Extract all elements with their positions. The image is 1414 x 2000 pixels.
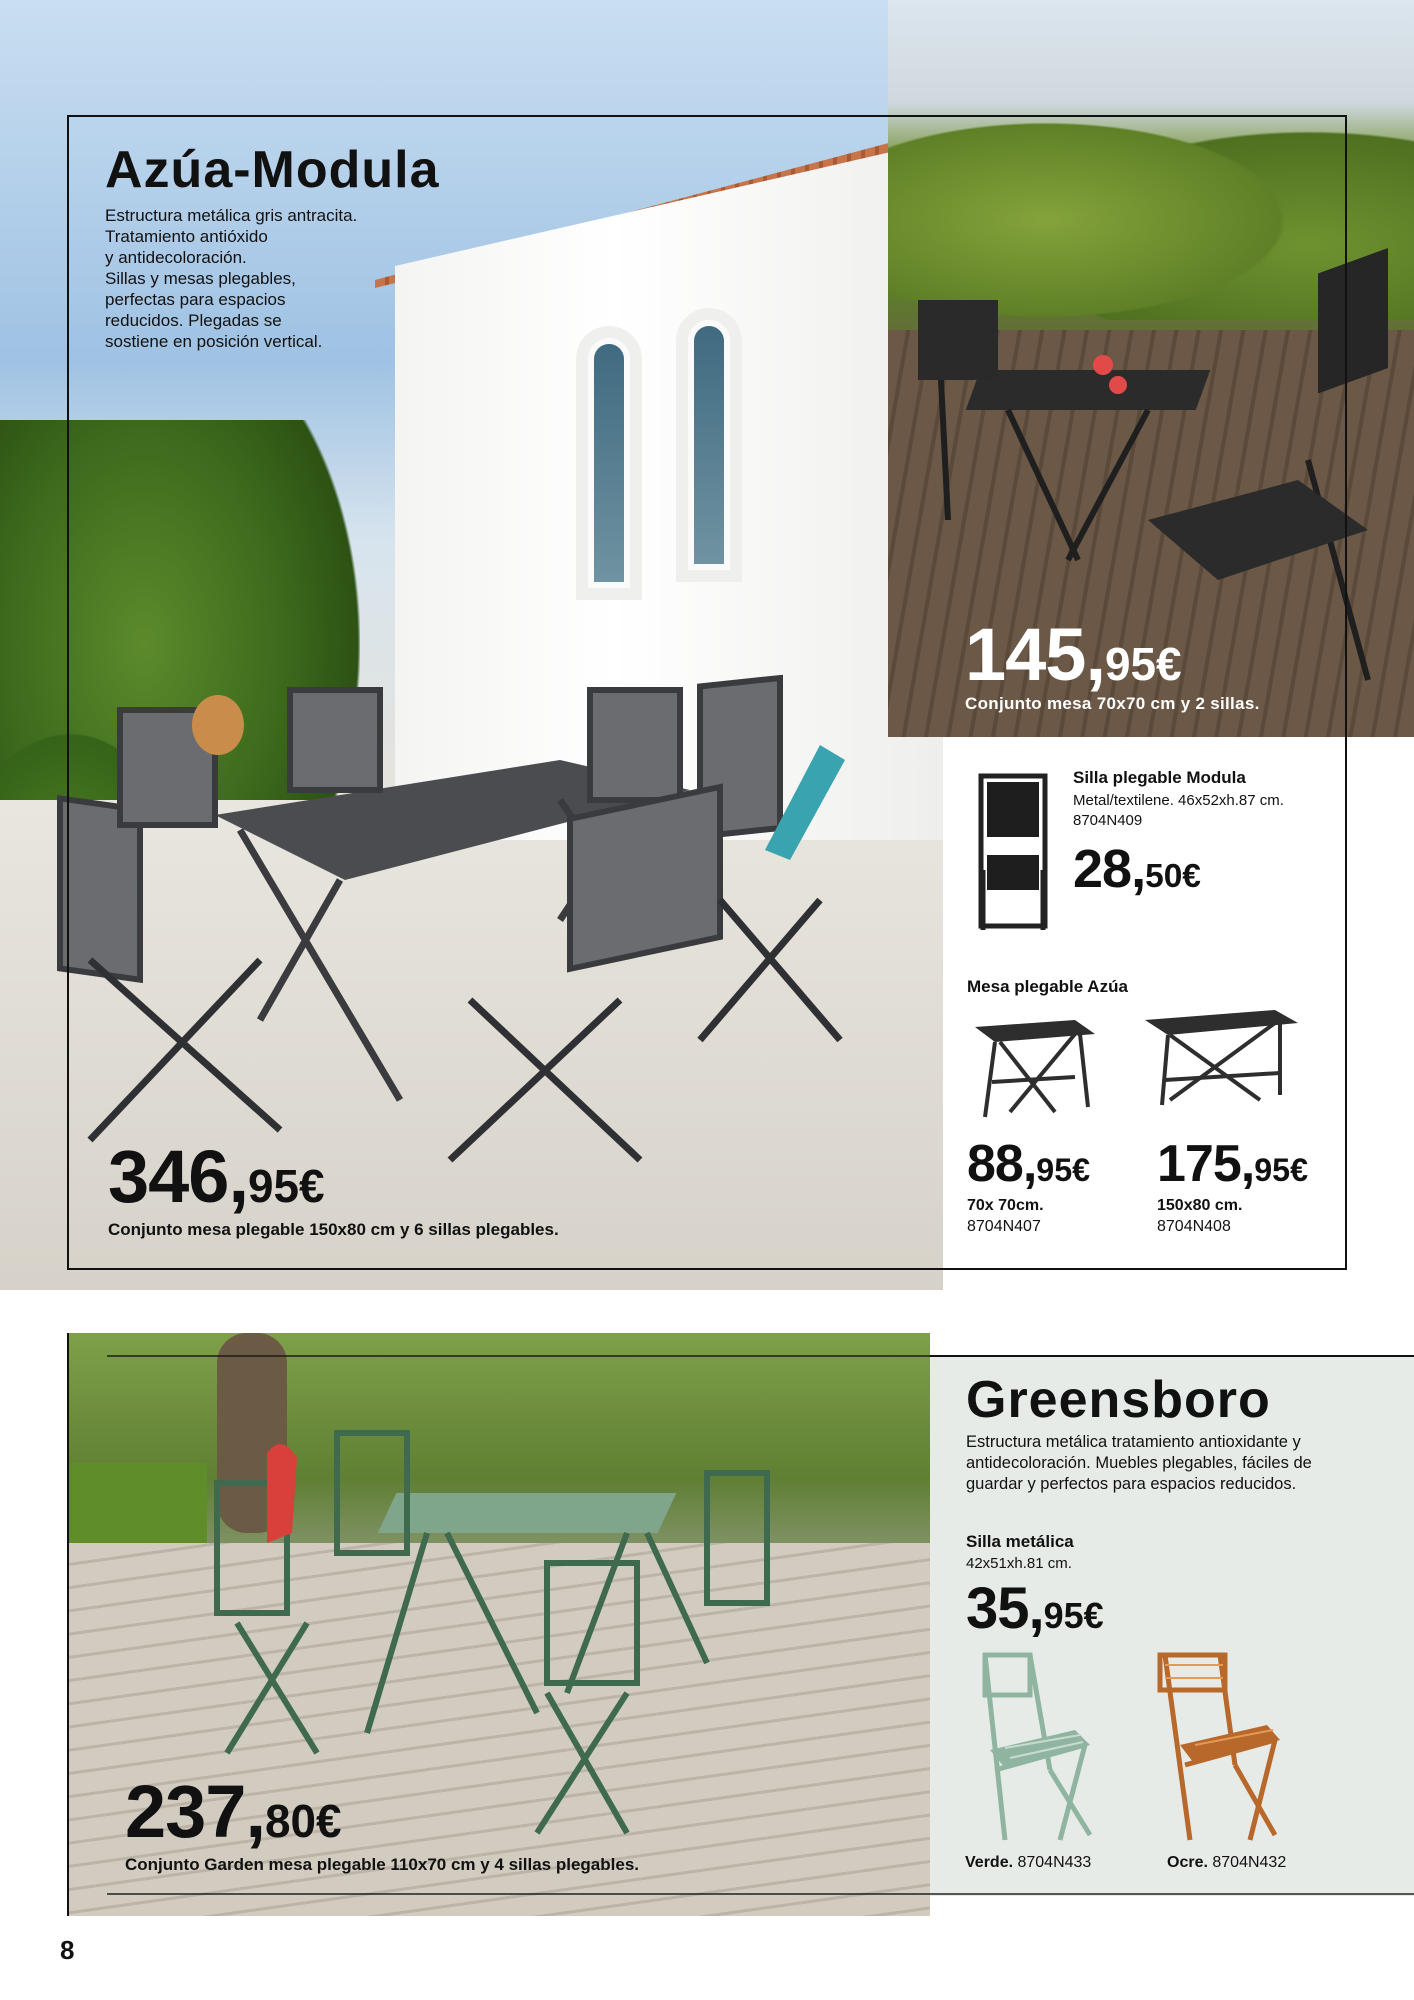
green-chair-image bbox=[965, 1650, 1100, 1845]
azua-table-small-size: 70x 70cm. bbox=[967, 1197, 1044, 1214]
azua-table-small-ref: 8704N407 bbox=[967, 1218, 1041, 1235]
price-integer: 35, bbox=[966, 1576, 1044, 1641]
page-number: 8 bbox=[60, 1935, 75, 1965]
metal-chair-price bbox=[966, 1576, 1104, 1641]
metal-chair-title: Silla metálica bbox=[966, 1532, 1074, 1551]
price-decimal: 95€ bbox=[1105, 638, 1182, 690]
azua-table-large-image bbox=[1140, 1005, 1300, 1115]
green-variant-label bbox=[965, 1854, 1091, 1872]
price-decimal: 95€ bbox=[248, 1160, 325, 1212]
azua-table-large-size: 150x80 cm. bbox=[1157, 1197, 1243, 1214]
price-integer: 175, bbox=[1157, 1135, 1255, 1193]
variant-color: Verde. bbox=[965, 1854, 1014, 1871]
section-title: Greensboro bbox=[966, 1371, 1271, 1429]
main-set-caption: Conjunto mesa plegable 150x80 cm y 6 sillas plegables. bbox=[108, 1220, 559, 1239]
small-set-caption: Conjunto mesa 70x70 cm y 2 sillas. bbox=[965, 694, 1260, 713]
azua-table-small-image bbox=[970, 1012, 1100, 1122]
variant-ref: 8704N432 bbox=[1212, 1854, 1287, 1871]
main-set-price bbox=[108, 1135, 325, 1218]
price-integer: 28, bbox=[1073, 839, 1146, 899]
azua-table-title: Mesa plegable Azúa bbox=[967, 977, 1128, 996]
price-decimal: 95€ bbox=[1254, 1152, 1309, 1188]
azua-table-small-price bbox=[967, 1135, 1091, 1193]
azua-table-large-price bbox=[1157, 1135, 1309, 1193]
small-set-price bbox=[965, 613, 1182, 696]
price-decimal: 95€ bbox=[1043, 1595, 1104, 1636]
ochre-variant-label bbox=[1167, 1854, 1286, 1872]
azua-table-large-ref: 8704N408 bbox=[1157, 1218, 1231, 1235]
price-decimal: 50€ bbox=[1145, 858, 1201, 895]
section-description: Estructura metálica gris antracita. Tratamiento antióxido y antidecoloración. Sillas y mesas plegables, perfectas para espacios reducidos. Plegadas se sostiene en posición vertical. bbox=[105, 206, 358, 351]
price-decimal: 95€ bbox=[1036, 1152, 1091, 1188]
price-integer: 145, bbox=[965, 613, 1106, 696]
modula-chair-image bbox=[975, 770, 1053, 935]
price-integer: 237, bbox=[125, 1770, 266, 1853]
price-decimal: 80€ bbox=[265, 1795, 342, 1847]
ochre-chair-image bbox=[1155, 1650, 1290, 1845]
variant-color: Ocre. bbox=[1167, 1854, 1208, 1871]
section-title: Azúa-Modula bbox=[105, 141, 440, 199]
garden-set-caption: Conjunto Garden mesa plegable 110x70 cm y 4 sillas plegables. bbox=[125, 1855, 639, 1874]
garden-set-price bbox=[125, 1770, 342, 1853]
section-description: Estructura metálica tratamiento antioxidante y antidecoloración. Muebles plegables, fáciles de guardar y perfectos para espacios reducidos. bbox=[966, 1433, 1312, 1493]
modula-chair-spec: Metal/textilene. 46x52xh.87 cm. 8704N409 bbox=[1073, 792, 1284, 829]
modula-chair-price bbox=[1073, 839, 1201, 899]
price-integer: 346, bbox=[108, 1135, 249, 1218]
metal-chair-spec: 42x51xh.81 cm. bbox=[966, 1555, 1072, 1572]
price-integer: 88, bbox=[967, 1135, 1037, 1193]
modula-chair-title: Silla plegable Modula bbox=[1073, 768, 1246, 787]
variant-ref: 8704N433 bbox=[1017, 1854, 1092, 1871]
